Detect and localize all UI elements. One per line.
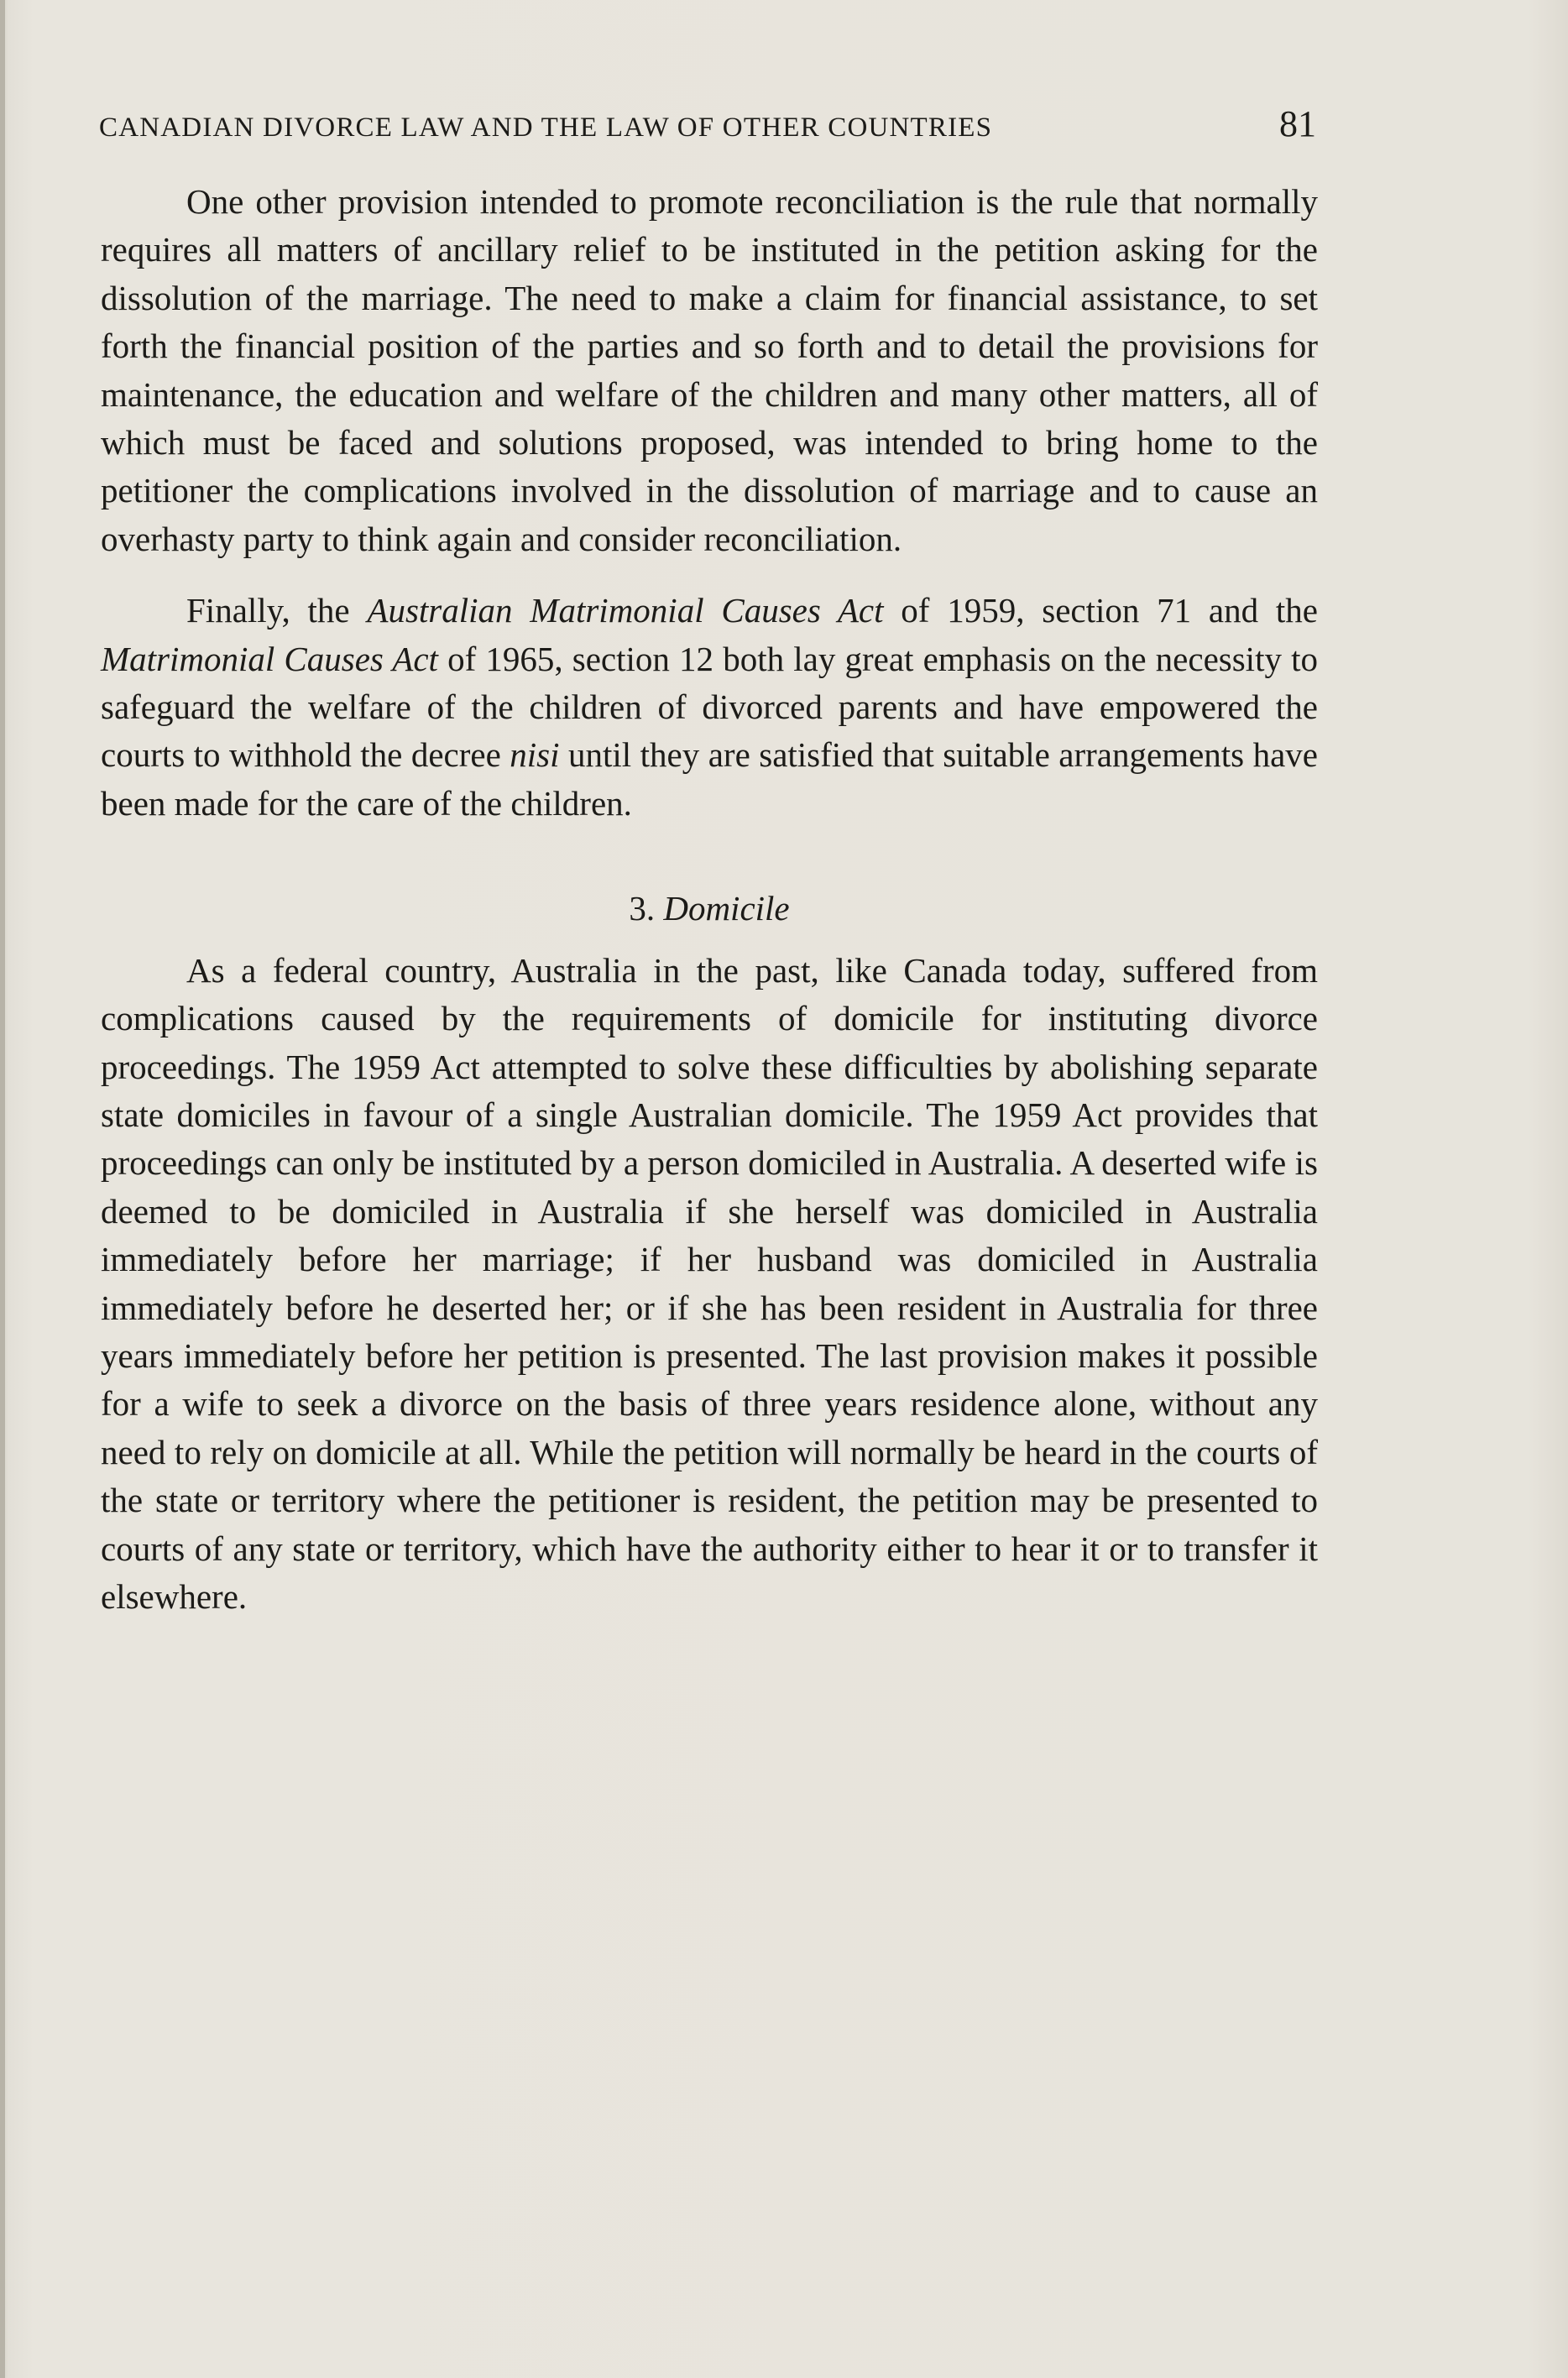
paragraph-2-text-4: until they are satisfied that suitable arrangements have been made for the care of the children.: [101, 735, 1318, 823]
paragraph-reconciliation: One other provision intended to promote reconciliation is the rule that normally requires all matters of ancillary relief to be instituted in the petition asking for the dissolution of the marriage. The need to make a claim for financial assistance, to set forth the financial position of the parties and so forth and to detail the provisions for maintenance, the education and welfare of the children and many other matters, all of which must be faced and solutions proposed, was intended to bring home to the petitioner the complications involved in the dissolution of marriage and to cause an overhasty party to think again and consider reconciliation.: [101, 182, 1318, 558]
section-number: 3.: [629, 889, 656, 928]
section-heading: [101, 885, 1318, 933]
term-nisi: nisi: [510, 735, 560, 775]
paragraph-welfare-of-children: [101, 587, 1318, 828]
act-title-matrimonial: Matrimonial Causes Act: [101, 639, 438, 678]
body-text: [101, 178, 1318, 1621]
paragraph-2-text-1: Finally, the: [186, 591, 368, 630]
page-binding-edge: [0, 0, 5, 2378]
running-head: [99, 101, 1316, 151]
act-title-australian: Australian Matrimonial Causes Act: [367, 591, 884, 630]
paragraph-2-text-3: of 1965, section 12 both lay great emphasis on the necessity to safeguard the welfare of the children of divorced parents and have empowered the courts to withhold the decree: [101, 639, 1319, 775]
paragraph-domicile: As a federal country, Australia in the past, like Canada today, suffered from complications caused by the requirements of domicile for instituting divorce proceedings. The 1959 Act attempted to solve these difficulties by abolishing separate state domiciles in favour of a single Australian domicile. The 1959 Act provides that proceedings can only be instituted by a person domiciled in Australia. A deserted wife is deemed to be domiciled in Australia if she herself was domiciled in Australia immediately before her marriage; if her husband was domiciled in Australia immediately before he deserted her; or if she has been resident in Australia for three years immediately before her petition is presented. The last provision makes it possible for a wife to seek a divorce on the basis of three years residence alone, without any need to rely on domicile at all. While the petition will normally be heard in the courts of the state or territory where the petitioner is resident, the petition may be presented to courts of any state or territory, which have the authority either to hear it or to transfer it elsewhere.: [101, 950, 1318, 1616]
paragraph-2-text-2: of 1959, section 71 and the: [883, 591, 1318, 630]
section-title: Domicile: [663, 889, 790, 928]
running-title: CANADIAN DIVORCE LAW AND THE LAW OF OTHER COUNTRIES: [99, 112, 993, 143]
page-number: 81: [1279, 103, 1316, 144]
